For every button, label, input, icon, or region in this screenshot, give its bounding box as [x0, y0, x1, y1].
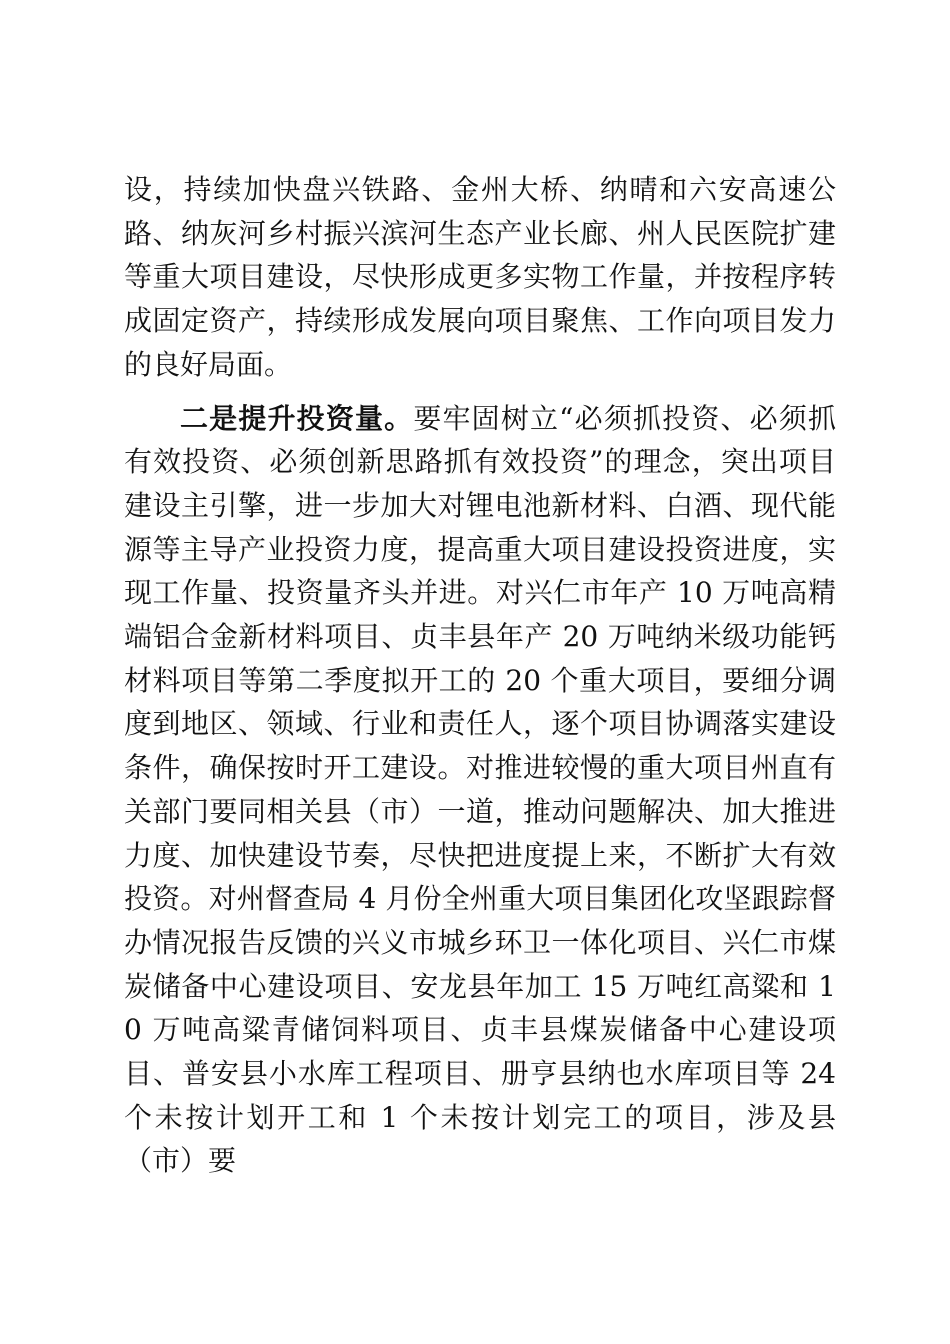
- paragraph-lead-heading: 二是提升投资量。: [180, 401, 414, 435]
- document-body: [124, 168, 836, 1183]
- paragraph-continuation: 设，持续加快盘兴铁路、金州大桥、纳晴和六安高速公路、纳灰河乡村振兴滨河生态产业长廊、州人民医院扩建等重大项目建设，尽快形成更多实物工作量，并按程序转成固定资产，持续形成发展向项目聚焦、工作向项目发力的良好局面。: [124, 173, 836, 381]
- paragraph-body-text: 要牢固树立“必须抓投资、必须抓有效投资、必须创新思路抓有效投资”的理念，突出项目建设主引擎，进一步加大对锂电池新材料、白酒、现代能源等主导产业投资力度，提高重大项目建设投资进度，实现工作量、投资量齐头并进。对兴仁市年产 10 万吨高精端铝合金新材料项目、贞丰县年产 20 万吨纳米级功能钙材料项目等第二季度拟开工的 20 个重大项目，要细分调度到地区、领域、行业和责任人，逐个项目协调落实建设条件，确保按时开工建设。对推进较慢的重大项目州直有关部门要同相关县（市）一道，推动问题解决、加大推进力度、加快建设节奏，尽快把进度提上来，不断扩大有效投资。对州督查局 4 月份全州重大项目集团化攻坚跟踪督办情况报告反馈的兴义市城乡环卫一体化项目、兴仁市煤炭储备中心建设项目、安龙县年加工 15 万吨红高粱和 10 万吨高粱青储饲料项目、贞丰县煤炭储备中心建设项目、普安县小水库工程项目、册亨县纳也水库项目等 24 个未按计划开工和 1 个未按计划完工的项目，涉及县（市）要: [124, 401, 836, 1178]
- paragraph-investment: [124, 397, 836, 1184]
